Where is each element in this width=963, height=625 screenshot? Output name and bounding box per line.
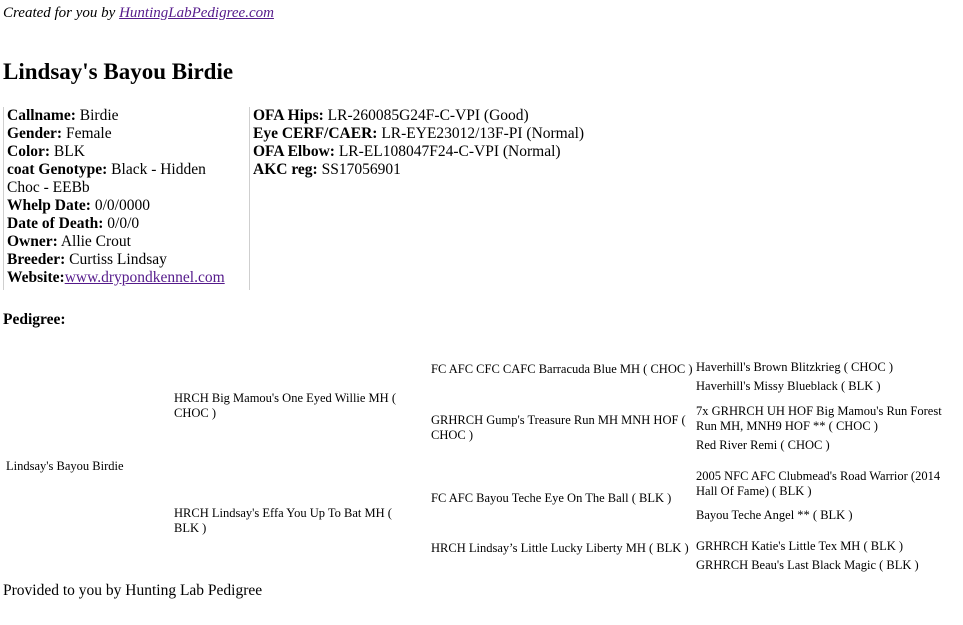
created-by-line — [3, 4, 274, 22]
date-of-death-row — [4, 215, 229, 233]
eye-cerf-label: Eye CERF/CAER: — [253, 125, 378, 142]
health-clearances-panel — [249, 107, 650, 290]
breeder-label: Breeder: — [7, 251, 66, 268]
pedigree-dam-dam: HRCH Lindsay’s Little Lucky Liberty MH ( BLK ) — [431, 541, 689, 555]
whelp-date-row — [4, 197, 229, 215]
ofa-elbow-label: OFA Elbow: — [253, 143, 335, 160]
pedigree-gen3-6: Bayou Teche Angel ** ( BLK ) — [696, 508, 853, 522]
coat-genotype-row — [4, 161, 229, 197]
pedigree-subject: Lindsay's Bayou Birdie — [6, 459, 124, 473]
pedigree-gen3-3: 7x GRHRCH UH HOF Big Mamou's Run Forest Run MH, MNH9 HOF ** ( CHOC ) — [696, 404, 942, 433]
date-of-death-label: Date of Death: — [7, 215, 104, 232]
whelp-date-label: Whelp Date: — [7, 197, 91, 214]
pedigree-gen3-1: Haverhill's Brown Blitzkrieg ( CHOC ) — [696, 360, 894, 374]
ofa-elbow-row — [250, 143, 650, 161]
pedigree-dam: HRCH Lindsay's Effa You Up To Bat MH ( BLK ) — [174, 506, 392, 535]
color-label: Color: — [7, 143, 51, 160]
pedigree-gen3-4: Red River Remi ( CHOC ) — [696, 438, 830, 452]
ofa-hips-row — [250, 107, 650, 125]
date-of-death-value: 0/0/0 — [103, 215, 140, 232]
coat-genotype-label: coat Genotype: — [7, 161, 108, 178]
owner-row — [4, 233, 229, 251]
ofa-hips-label: OFA Hips: — [253, 107, 324, 124]
akc-reg-label: AKC reg: — [253, 161, 318, 178]
pedigree-sire: HRCH Big Mamou's One Eyed Willie MH ( CHOC ) — [174, 391, 396, 420]
pedigree-dam-sire: FC AFC Bayou Teche Eye On The Ball ( BLK ) — [431, 491, 672, 505]
color-value: BLK — [50, 143, 85, 160]
pedigree-gen3-5: 2005 NFC AFC Clubmead's Road Warrior (2014 Hall Of Fame) ( BLK ) — [696, 469, 941, 498]
pedigree-sire-sire: FC AFC CFC CAFC Barracuda Blue MH ( CHOC ) — [431, 362, 693, 376]
ofa-hips-value: LR-260085G24F-C-VPI (Good) — [323, 107, 529, 124]
website-label: Website: — [7, 269, 65, 286]
callname-value: Birdie — [75, 107, 119, 124]
pedigree-sire-dam: GRHRCH Gump's Treasure Run MH MNH HOF ( CHOC ) — [431, 413, 686, 442]
site-link[interactable]: HuntingLabPedigree.com — [119, 5, 274, 21]
gender-row — [4, 125, 229, 143]
gender-value: Female — [62, 125, 112, 142]
pedigree-gen3-2: Haverhill's Missy Blueblack ( BLK ) — [696, 379, 881, 393]
footer-text: Provided to you by Hunting Lab Pedigree — [3, 582, 263, 599]
owner-value: Allie Crout — [57, 233, 131, 250]
gender-label: Gender: — [7, 125, 63, 142]
callname-label: Callname: — [7, 107, 76, 124]
breeder-value: Curtiss Lindsay — [65, 251, 167, 268]
callname-row — [4, 107, 229, 125]
pedigree-gen3-8: GRHRCH Beau's Last Black Magic ( BLK ) — [696, 558, 919, 572]
pedigree-heading: Pedigree: — [3, 311, 66, 328]
website-row — [4, 269, 229, 287]
color-row — [4, 143, 229, 161]
akc-reg-value: SS17056901 — [317, 161, 401, 178]
ofa-elbow-value: LR-EL108047F24-C-VPI (Normal) — [334, 143, 561, 160]
akc-reg-row — [250, 161, 650, 179]
breeder-row — [4, 251, 229, 269]
whelp-date-value: 0/0/0000 — [90, 197, 150, 214]
eye-cerf-value: LR-EYE23012/13F-PI (Normal) — [377, 125, 585, 142]
eye-cerf-row — [250, 125, 650, 143]
website-link[interactable]: www.drypondkennel.com — [64, 269, 225, 286]
owner-label: Owner: — [7, 233, 58, 250]
created-prefix: Created for you by — [3, 5, 120, 21]
dog-details-panel — [3, 107, 250, 290]
coat-genotype-value: Black - Hidden Choc - EEBb — [7, 161, 206, 196]
page-title: Lindsay's Bayou Birdie — [3, 59, 234, 84]
pedigree-gen3-7: GRHRCH Katie's Little Tex MH ( BLK ) — [696, 539, 904, 553]
